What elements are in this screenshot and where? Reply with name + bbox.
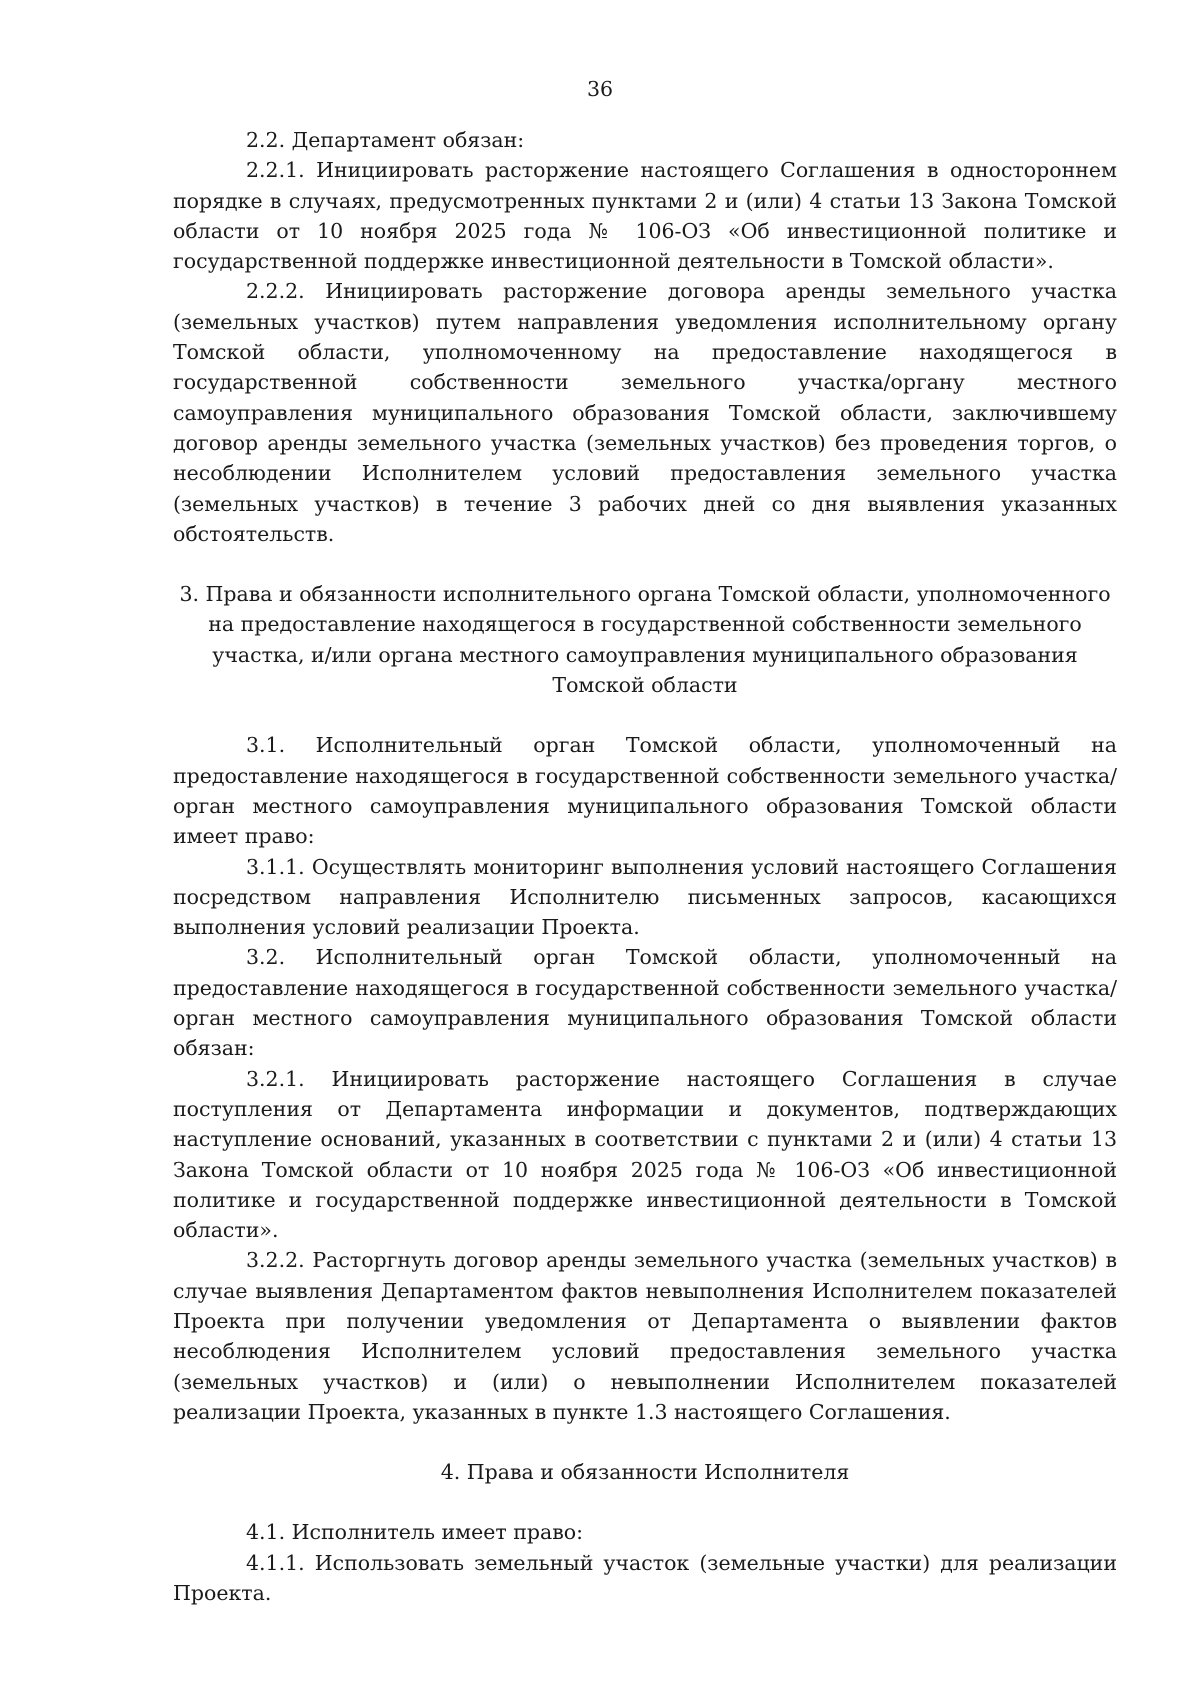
paragraph-3-2: 3.2. Исполнительный орган Томской области, уполномоченный на предоставление находящегося в государственной собственности земельного участка/орган местного самоуправления муниципального образования Томской области обязан: xyxy=(173,945,1117,1061)
paragraph-3-2-2: 3.2.2. Расторгнуть договор аренды земельного участка (земельных участков) в случае выявления Департаментом фактов невыполнения Исполнителем показателей Проекта при получении уведомления от Департамента о выявлении фактов несоблюдения Исполнителем условий предоставления земельного участка (земельных участков) и (или) о невыполнении Исполнителем показателей реализации Проекта, указанных в пункте 1.3 настоящего Соглашения. xyxy=(173,1248,1117,1424)
paragraph-2-2: 2.2. Департамент обязан: xyxy=(246,128,525,152)
paragraph-3-2-1: 3.2.1. Инициировать расторжение настоящего Соглашения в случае поступления от Департамента информации и документов, подтверждающих наступление оснований, указанных в соответствии с пунктами 2 и (или) 4 статьи 13 Закона Томской области от 10 ноября 2025 года № 106-ОЗ «Об инвестиционной политике и государственной поддержке инвестиционной деятельности в Томской области». xyxy=(173,1066,1117,1243)
page-number: 36 xyxy=(586,77,614,101)
document-body xyxy=(173,125,1117,1608)
section-3-heading: 3. Права и обязанности исполнительного органа Томской области, уполномоченного на предоставление находящегося в государственной собственности земельного участка, и/или органа местного самоуправления муниципального образования Томской области xyxy=(179,582,1111,698)
paragraph-4-1-1: 4.1.1. Использовать земельный участок (земельные участки) для реализации Проекта. xyxy=(173,1550,1117,1606)
paragraph-4-1: 4.1. Исполнитель имеет право: xyxy=(246,1520,584,1545)
paragraph-2-2-1: 2.2.1. Инициировать расторжение настоящего Соглашения в одностороннем порядке в случаях, предусмотренных пунктами 2 и (или) 4 статьи 13 Закона Томской области от 10 ноября 2025 года № 106-ОЗ «Об инвестиционной политике и государственной поддержке инвестиционной деятельности в Томской области». xyxy=(173,158,1117,274)
paragraph-3-1-1: 3.1.1. Осуществлять мониторинг выполнения условий настоящего Соглашения посредством направления Исполнителю письменных запросов, касающихся выполнения условий реализации Проекта. xyxy=(173,854,1117,940)
paragraph-2-2-2: 2.2.2. Инициировать расторжение договора аренды земельного участка (земельных участков) путем направления уведомления исполнительному органу Томской области, уполномоченному на предоставление находящегося в государственной собственности земельного участка/органу местного самоуправления муниципального образования Томской области, заключившему договор аренды земельного участка (земельных участков) без проведения торгов, о несоблюдении Исполнителем условий предоставления земельного участка (земельных участков) в течение 3 рабочих дней со дня выявления указанных обстоятельств. xyxy=(173,279,1117,546)
paragraph-3-1: 3.1. Исполнительный орган Томской области, уполномоченный на предоставление находящегося в государственной собственности земельного участка/орган местного самоуправления муниципального образования Томской области имеет право: xyxy=(173,733,1117,849)
section-3 xyxy=(173,579,1117,700)
section-4-heading: 4. Права и обязанности Исполнителя xyxy=(440,1460,850,1485)
